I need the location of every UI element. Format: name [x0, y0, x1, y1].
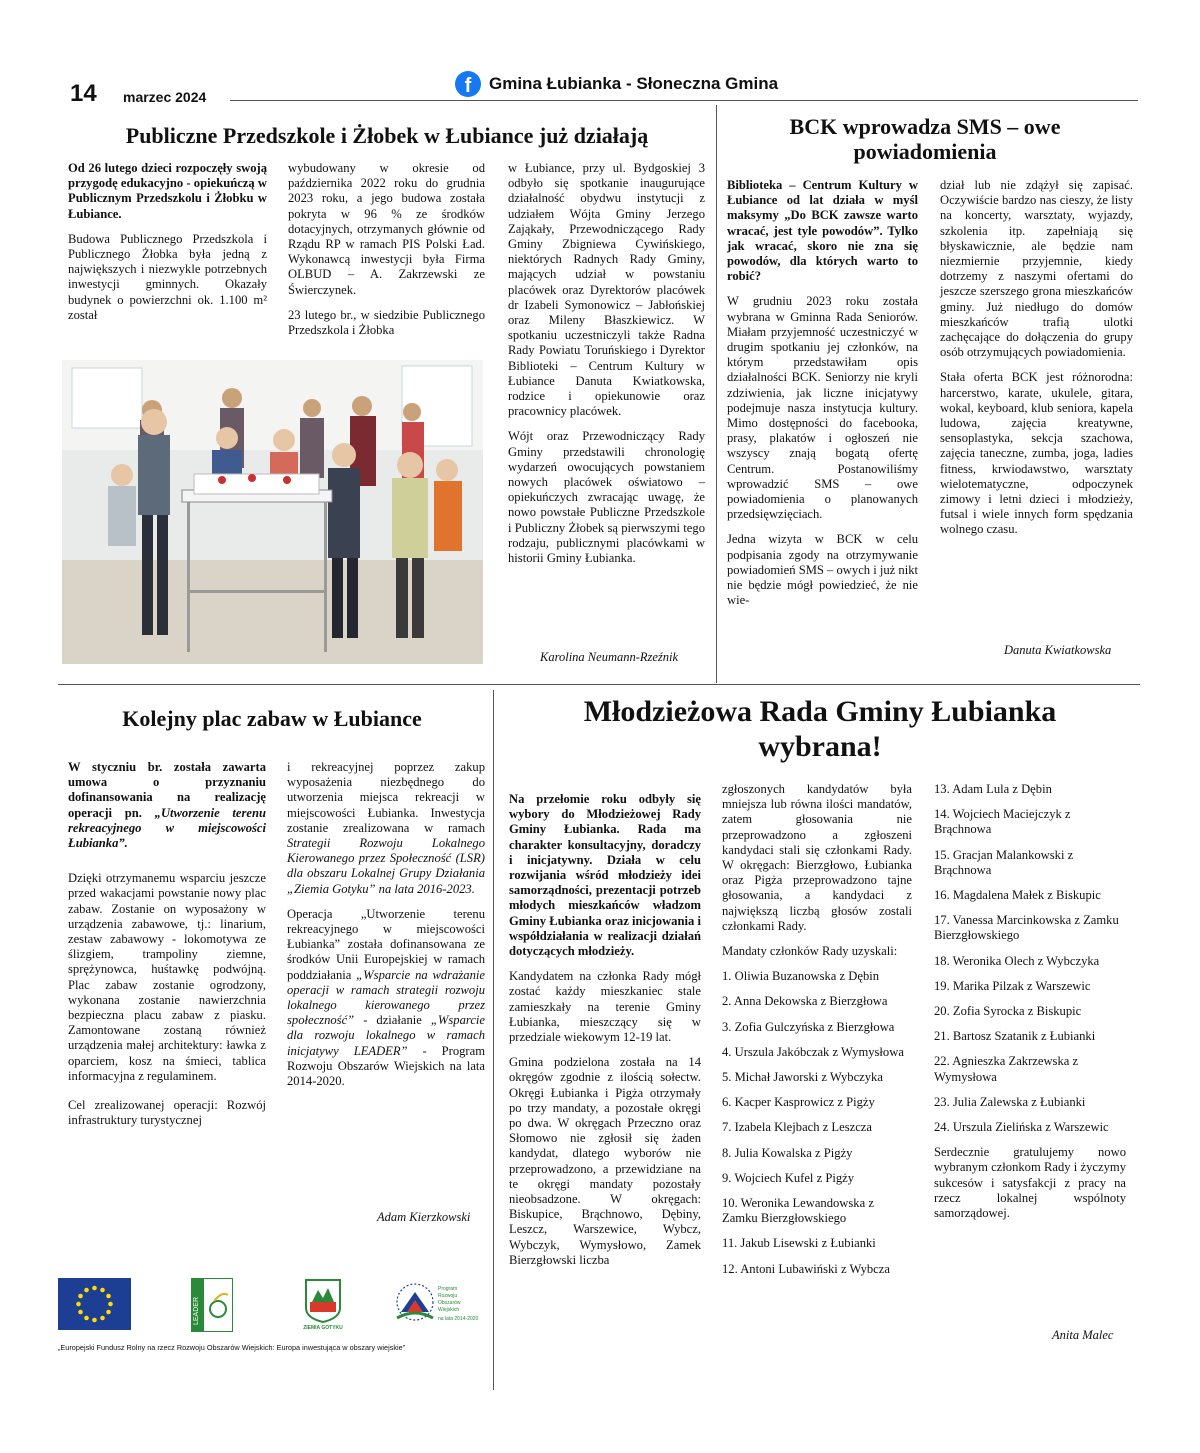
prow-line: na lata 2014-2020 [438, 1316, 479, 1322]
article3-paragraph: Cel zrealizowanej operacji: Rozwój infrastruktury turystycznej [68, 1098, 266, 1128]
article1-lead: Od 26 lutego dzieci rozpoczęły swoją przygodę edukacyjno - opiekuńczą w Publicznym Przedszkolu i Żłobku w Łubiance. [68, 161, 267, 221]
article3-text: - Program Rozwoju Obszarów Wiejskich na lata 2014-2020. [287, 1043, 485, 1089]
article3-text: Operacja „Utworzenie terenu rekreacyjnego w miejscowości Łubianka” została dofinansowana ze środków Unii Europejskiej w ramach poddziałania [287, 906, 485, 982]
article3-text: - działanie [354, 1013, 431, 1028]
article3-col2 [287, 760, 485, 1099]
prow-line: Obszarów [438, 1300, 461, 1306]
article1-title: Publiczne Przedszkole i Żłobek w Łubiance już działają [125, 123, 649, 148]
article4-paragraph: Gmina podzielona została na 14 okręgów zgodnie z ilością sołectw. Okręgi Łubianka i Pigża otrzymały po trzy mandaty, a pozostałe okręgi po dwa. W okręgach Przeczno oraz Słomowo nie zgłosił się żaden kandydat, dlatego wyborów nie przeprowadzono, a przewidziane na te okręgi mandaty pozostały nieobsadzone. W okręgach: Biskupice, Brąchnowo, Dębiny, Leszcz, Warszewice, Wybcz, Wybczyk, Wymysłowo, Zamek Bierzgłowski liczba [509, 1055, 701, 1267]
article4-paragraph: Kandydatem na członka Rady mógł zostać każdy mieszkaniec stale zamieszkały na terenie Gminy Łubianka, mieszczący się w przedziale wiekowym 12-19 lat. [509, 969, 701, 1045]
prow-line: Program [438, 1286, 458, 1292]
article3-title: Kolejny plac zabaw w Łubiance [122, 706, 422, 731]
member-item: 20. Zofia Syrocka z Biskupic [934, 1004, 1082, 1019]
article1-paragraph: 23 lutego br., w siedzibie Publicznego Przedszkola i Żłobka [288, 307, 485, 338]
prow-logo-icon [393, 1278, 483, 1330]
article2-paragraph: Stała oferta BCK jest różnorodna: harcerstwo, karate, ukulele, gitara, wokal, keyboard, klub seniora, kapela ludowa, zajęcia kreatywne, sensoplastyka, sekcja szachowa, zajęcia taneczne, zumba, joga, ladies fitness, krwiodawstwo, warsztaty wielotematyczne, odpoczynek zimowy i letni dzieci i młodzieży, futsal i wiele innych form spędzania wolnego czasu. [940, 370, 1133, 537]
article4-col2 [722, 782, 912, 1287]
article2-title: BCK wprowadza SMS – owe powiadomienia [789, 114, 1061, 165]
member-item: 5. Michał Jaworski z Wybczyka [722, 1070, 883, 1085]
issue-date: marzec 2024 [123, 89, 207, 105]
children-at-cake-cart-photo [62, 360, 483, 664]
bottom-column-divider [493, 690, 494, 1390]
article3-paragraph [287, 760, 485, 897]
member-item: 1. Oliwia Buzanowska z Dębin [722, 969, 880, 984]
article4-lead: Na przełomie roku odbyły się wybory do Młodzieżowej Rady Gminy Łubianka. Rada ma charakter konsultacyjny, doradczy i inicjatywny. Działa w celu rozwijania wśród młodzieży idei samorządności, prezentacji potrzeb młodych mieszkańców władzom Gminy Łubianka oraz inicjowania i współdziałania w realizacji działań dotyczących młodzieży. [509, 792, 701, 959]
member-item: 7. Izabela Klejbach z Leszcza [722, 1120, 872, 1135]
member-item: 15. Gracjan Malankowski z Brąchnowa [934, 847, 1074, 877]
member-item: 23. Julia Zalewska z Łubianki [934, 1094, 1086, 1109]
article3-author: Adam Kierzkowski [377, 1210, 471, 1224]
article3-lead-text: W styczniu br. została zawarta umowa o przyznaniu dofinansowania na realizację operacji pn. [68, 760, 266, 820]
member-item: 17. Vanessa Marcinkowska z Zamku Bierzgłowskiego [934, 913, 1119, 943]
article3-lead-italic: „Utworzenie terenu rekreacyjnego w miejscowości Łubianka”. [68, 805, 267, 851]
article4-col3 [934, 782, 1126, 1231]
article2-paragraph: W grudniu 2023 roku została wybrana w Gminna Rada Seniorów. Miałam przyjemność uczestniczyć w drugim spotkaniu jej członków, na którym przedstawiłam opis działalności BCK. Seniorzy nie kryli zdziwienia, jak liczne inicjatywy podejmuje nasza instytucja kultury. Mimo dostępności do facebooka, prasy, plakatów i ogłoszeń nie wszyscy znają bogatą ofertę Centrum. Postanowiliśmy wprowadzić SMS – owe powiadomienia o planowanych przedsięwzięciach. [727, 294, 918, 522]
leader-logo-text: LEADER [193, 1296, 200, 1325]
masthead-title: Gmina Łubianka - Słoneczna Gmina [489, 74, 779, 93]
article3-italic-text: „Wsparcie na wdrażanie operacji w ramach strategii rozwoju lokalnego kierowanego przez społeczność” [287, 967, 485, 1028]
article3-text: i rekreacyjnej poprzez zakup wyposażenia niezbędnego do utworzenia miejsca rekreacji w miejscowości Łubianka. Inwestycja zostanie zrealizowana w ramach [287, 760, 485, 835]
article4-col1 [509, 792, 701, 1278]
member-item: 10. Weronika Lewandowska z Zamku Bierzgłowskiego [722, 1196, 874, 1226]
member-item: 16. Magdalena Małek z Biskupic [934, 888, 1101, 903]
article4-author: Anita Malec [1052, 1328, 1114, 1342]
article4-closing: Serdecznie gratulujemy nowo wybranym członkom Rady i życzymy sukcesów i satysfakcji z pracy na rzecz lokalnej wspólnoty samorządowej. [934, 1145, 1126, 1221]
member-item: 6. Kacper Kasprowicz z Pigży [722, 1095, 875, 1110]
article2-col1 [727, 178, 918, 618]
prow-line: Rozwoju [438, 1293, 458, 1299]
leader-logo-icon [191, 1278, 233, 1332]
article4-paragraph: Mandaty członków Rady uzyskali: [722, 944, 898, 959]
article1-paragraph: wybudowany w okresie od października 2022 roku do grudnia 2023 roku, a jego budowa została pokryta w 96 % ze środków dotacyjnych, otrzymanych głównie od Rządu RP w ramach PIS Polski Ład. Wykonawcą inwestycji była Firma OLBUD – A. Zakrzewski ze Świerczynek. [288, 161, 485, 297]
article1-paragraph: w Łubiance, przy ul. Bydgoskiej 3 odbyło się spotkanie inaugurujące działalność obydwu instytucji z udziałem Wójta Gminy Jerzego Zająkały, Przewodniczącego Rady Gminy Zbigniewa Cywińskiego, niektórych Radnych Rady Gminy, mających udział w powstaniu placówek oraz Dyrektorów placówek dr Izabeli Symonowicz – Jabłońskiej oraz Mileny Błaszkiewicz. W spotkaniu uczestniczyli także Radna Rady Powiatu Toruńskiego i Dyrektor Biblioteki – Centrum Kultury w Łubiance Danuta Kwiatkowska, rodzice i opiekunowie oraz pracownicy placówek. [508, 161, 705, 419]
article1-paragraph: Budowa Publicznego Przedszkola i Publicznego Żłobka była jedną z największych i niezwykle potrzebnych inwestycji gminnych. Okazały budynek o powierzchni ok. 1.100 m² został [68, 231, 267, 322]
member-item: 18. Weronika Olech z Wybczyka [934, 953, 1100, 968]
member-item: 13. Adam Lula z Dębin [934, 782, 1052, 796]
article3-paragraph: Dzięki otrzymanemu wsparciu jeszcze przed wakacjami powstanie nowy plac zabaw. Zostanie on wyposażony w urządzenia zabawowe, tj.: linarium, zestaw zabawowy - lokomotywa ze ślizgiem, trampoliny ziemne, sprężynowca, huśtawkę podwójną. Plac zabaw zostanie ogrodzony, wykonana zostanie nawierzchnia bezpieczna placu zabaw z piasku. Zamontowane zostaną również urządzenia małej architektury: ławka z oparciem, kosz na śmieci, tablica informacyjna z regulaminem. [68, 871, 266, 1083]
member-item: 9. Wojciech Kufel z Pigży [722, 1170, 855, 1185]
article2-col2 [940, 178, 1133, 548]
member-item: 22. Agnieszka Zakrzewska z Wymysłowa [934, 1054, 1079, 1084]
article2-lead: Biblioteka – Centrum Kultury w Łubiance od lat działa w myśl maksymy „Do BCK zawsze warto wracać, jest tyle powodów”. Tylko jak wracać, skoro nie zna się powodów, dla których warto to robić? [727, 178, 918, 284]
member-item: 14. Wojciech Maciejczyk z Brąchnowa [934, 807, 1071, 837]
member-item: 8. Julia Kowalska z Pigży [722, 1145, 853, 1160]
member-item: 2. Anna Dekowska z Bierzgłowa [722, 994, 888, 1009]
eu-flag-icon [58, 1278, 131, 1330]
article2-author: Danuta Kwiatkowska [1004, 643, 1112, 657]
top-column-divider [716, 105, 717, 683]
article1-col2 [288, 161, 485, 348]
article1-paragraph: Wójt oraz Przewodniczący Rady Gminy przedstawili chronologię wydarzeń owocujących powstaniem nowych placówek oświatowo – opiekuńczych zwracając uwagę, że nowo powstałe Publiczne Przedszkole i Publiczny Żłobek są pierwszymi tego rodzaju, publicznymi placówkami w historii Gminy Łubianka. [508, 429, 705, 566]
prow-line: Wiejskich [438, 1307, 460, 1313]
member-item: 3. Zofia Gulczyńska z Bierzgłowa [722, 1019, 895, 1034]
article4-title: Młodzieżowa Rada Gminy Łubianka wybrana! [583, 695, 1057, 763]
article3-lead [68, 760, 266, 851]
eu-funding-footer: „Europejski Fundusz Rolny na rzecz Rozwoju Obszarów Wiejskich: Europa inwestująca w obszary wiejskie” [58, 1343, 406, 1352]
article3-italic-text: Strategii Rozwoju Lokalnego Kierowanego przez Społeczność (LSR) dla obszaru Lokalnej Grupy Działania „Ziemia Gotyku” na lata 2016-2023. [287, 836, 485, 896]
ziemia-gotyku-text: ZIEMIA GOTYKU [303, 1325, 343, 1330]
member-item: 4. Urszula Jakóbczak z Wymysłowa [722, 1044, 904, 1059]
member-item: 19. Marika Pilzak z Warszewic [934, 978, 1091, 993]
ziemia-gotyku-logo-icon [298, 1278, 348, 1330]
member-item: 12. Antoni Lubawiński z Wybcza [722, 1261, 890, 1276]
section-divider [58, 684, 1140, 685]
article1-col1 [68, 161, 267, 333]
member-item: 11. Jakub Lisewski z Łubianki [722, 1236, 876, 1251]
article2-paragraph: dział lub nie zdążył się zapisać. Oczywiście bardzo nas cieszy, że listy na koncerty, warsztaty, wyjazdy, szkolenia itp. zapełniają się błyskawicznie, ale będzie nam niezmiernie przyjemnie, kiedy dotrzemy z naszymi ofertami do jeszcze szerszego grona mieszkańców gminy. Już niedługo do domów mieszkańców trafią ulotki zachęcające do dołączenia do grupy osób otrzymujących powiadomienia. [940, 178, 1133, 360]
article1-col3 [508, 161, 705, 576]
header-rule [230, 100, 1138, 101]
member-item: 21. Bartosz Szatanik z Łubianki [934, 1029, 1096, 1044]
facebook-icon[interactable]: f [455, 71, 481, 97]
article3-paragraph [287, 907, 485, 1089]
article3-italic-text: „Wsparcie dla rozwoju lokalnego w ramach inicjatywy LEADER” [287, 1013, 485, 1058]
member-item: 24. Urszula Zielińska z Warszewic [934, 1120, 1109, 1135]
article2-paragraph: Jedna wizyta w BCK w celu podpisania zgody na otrzymywanie powiadomień SMS – owych i już nikt nie będzie mógł powiedzieć, że nie wie- [727, 532, 918, 608]
article3-col1 [68, 760, 266, 1138]
page-number: 14 [70, 80, 97, 107]
article4-paragraph: zgłoszonych kandydatów była mniejsza lub równa ilości mandatów, zatem głosowania nie przeprowadzono a zgłoszeni kandydaci stali się członkami Rady. W okręgach: Bierzgłowo, Łubianka oraz Pigża przeprowadzono tajne głosowania, a kandydaci z największą liczbą głosów zostali członkami Rady. [722, 782, 912, 933]
article1-author: Karolina Neumann-Rzeźnik [540, 650, 679, 664]
